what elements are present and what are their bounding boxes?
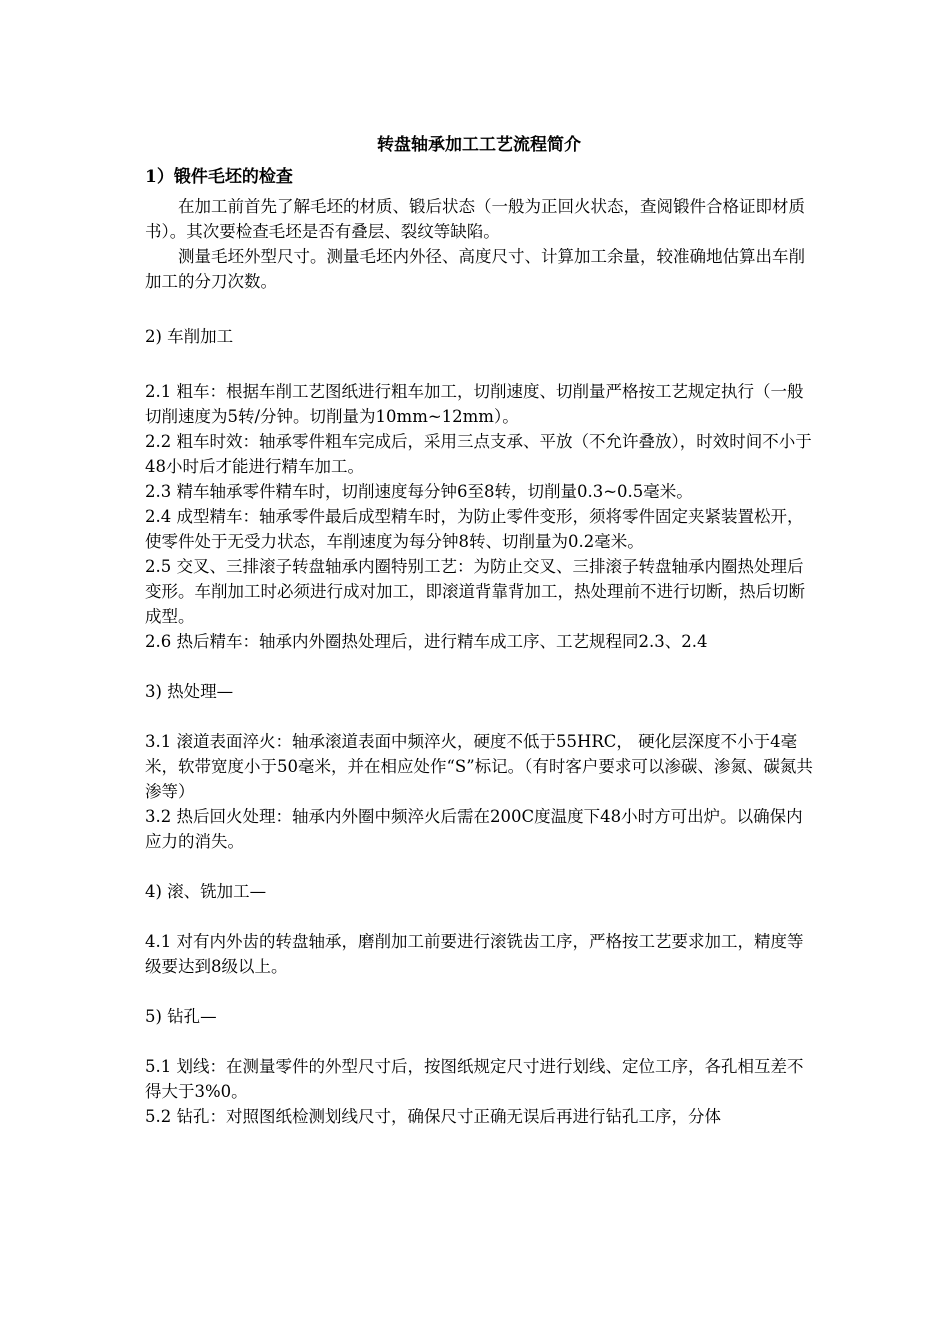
spacer — [145, 349, 813, 379]
section-5-item-1: 5.1 划线：在测量零件的外型尺寸后，按图纸规定尺寸进行划线、定位工序，各孔相互差不得大于3%0。 — [145, 1057, 804, 1101]
spacer — [145, 904, 813, 929]
section-2-item-1: 2.1 粗车：根据车削工艺图纸进行粗车加工，切削速度、切削量严格按工艺规定执行（一般切削速度为5转/分钟。切削量为10mm~12mm）。 — [145, 382, 804, 426]
section-3-item-1: 3.1 滚道表面淬火：轴承滚道表面中频淬火，硬度不低于55HRC， 硬化层深度不小于4毫米，软带宽度小于50毫米，并在相应处作“S”标记。（有时客户要求可以渗碳、渗氮、碳氮共渗等） — [145, 732, 813, 801]
section-1-paragraph-1: 在加工前首先了解毛坯的材质、锻后状态（一般为正回火状态，查阅锻件合格证即材质书）。其次要检查毛坯是否有叠层、裂纹等缺陷。 — [145, 197, 805, 241]
section-4-heading: 4) 滚、铣加工— — [145, 882, 267, 901]
document-page — [145, 128, 813, 1129]
spacer — [145, 854, 813, 879]
spacer — [145, 704, 813, 729]
section-2-item-2: 2.2 粗车时效：轴承零件粗车完成后，采用三点支承、平放（不允许叠放），时效时间不小于48小时后才能进行精车加工。 — [145, 432, 812, 476]
section-1-heading: 1）锻件毛坯的检查 — [145, 167, 293, 187]
section-2-item-3: 2.3 精车轴承零件精车时，切削速度每分钟6至8转，切削量0.3~0.5毫米。 — [145, 482, 693, 501]
section-5-heading: 5) 钻孔— — [145, 1007, 217, 1026]
section-3-heading: 3) 热处理— — [145, 682, 234, 701]
section-3-item-2: 3.2 热后回火处理：轴承内外圈中频淬火后需在200C度温度下48小时方可出炉。以确保内应力的消失。 — [145, 807, 803, 851]
section-2-item-4: 2.4 成型精车：轴承零件最后成型精车时，为防止零件变形，须将零件固定夹紧装置松开，使零件处于无受力状态，车削速度为每分钟8转、切削量为0.2毫米。 — [145, 507, 804, 551]
spacer — [145, 654, 813, 679]
spacer — [145, 1029, 813, 1054]
section-2-item-5: 2.5 交叉、三排滚子转盘轴承内圈特别工艺：为防止交叉、三排滚子转盘轴承内圈热处理后变形。车削加工时必须进行成对加工，即滚道背靠背加工，热处理前不进行切断，热后切断成型。 — [145, 557, 805, 626]
section-2-item-6: 2.6 热后精车：轴承内外圈热处理后，进行精车成工序、工艺规程同2.3、2.4 — [145, 632, 708, 651]
section-1-paragraph-2: 测量毛坯外型尺寸。测量毛坯内外径、高度尺寸、计算加工余量，较准确地估算出车削加工的分刀次数。 — [145, 247, 805, 291]
document-title: 转盘轴承加工工艺流程简介 — [377, 135, 581, 155]
spacer — [145, 979, 813, 1004]
spacer — [145, 294, 813, 324]
section-4-item-1: 4.1 对有内外齿的转盘轴承，磨削加工前要进行滚铣齿工序，严格按工艺要求加工，精度等级要达到8级以上。 — [145, 932, 804, 976]
section-5-item-2: 5.2 钻孔：对照图纸检测划线尺寸，确保尺寸正确无误后再进行钻孔工序，分体 — [145, 1107, 721, 1126]
section-2-heading: 2) 车削加工 — [145, 327, 234, 346]
